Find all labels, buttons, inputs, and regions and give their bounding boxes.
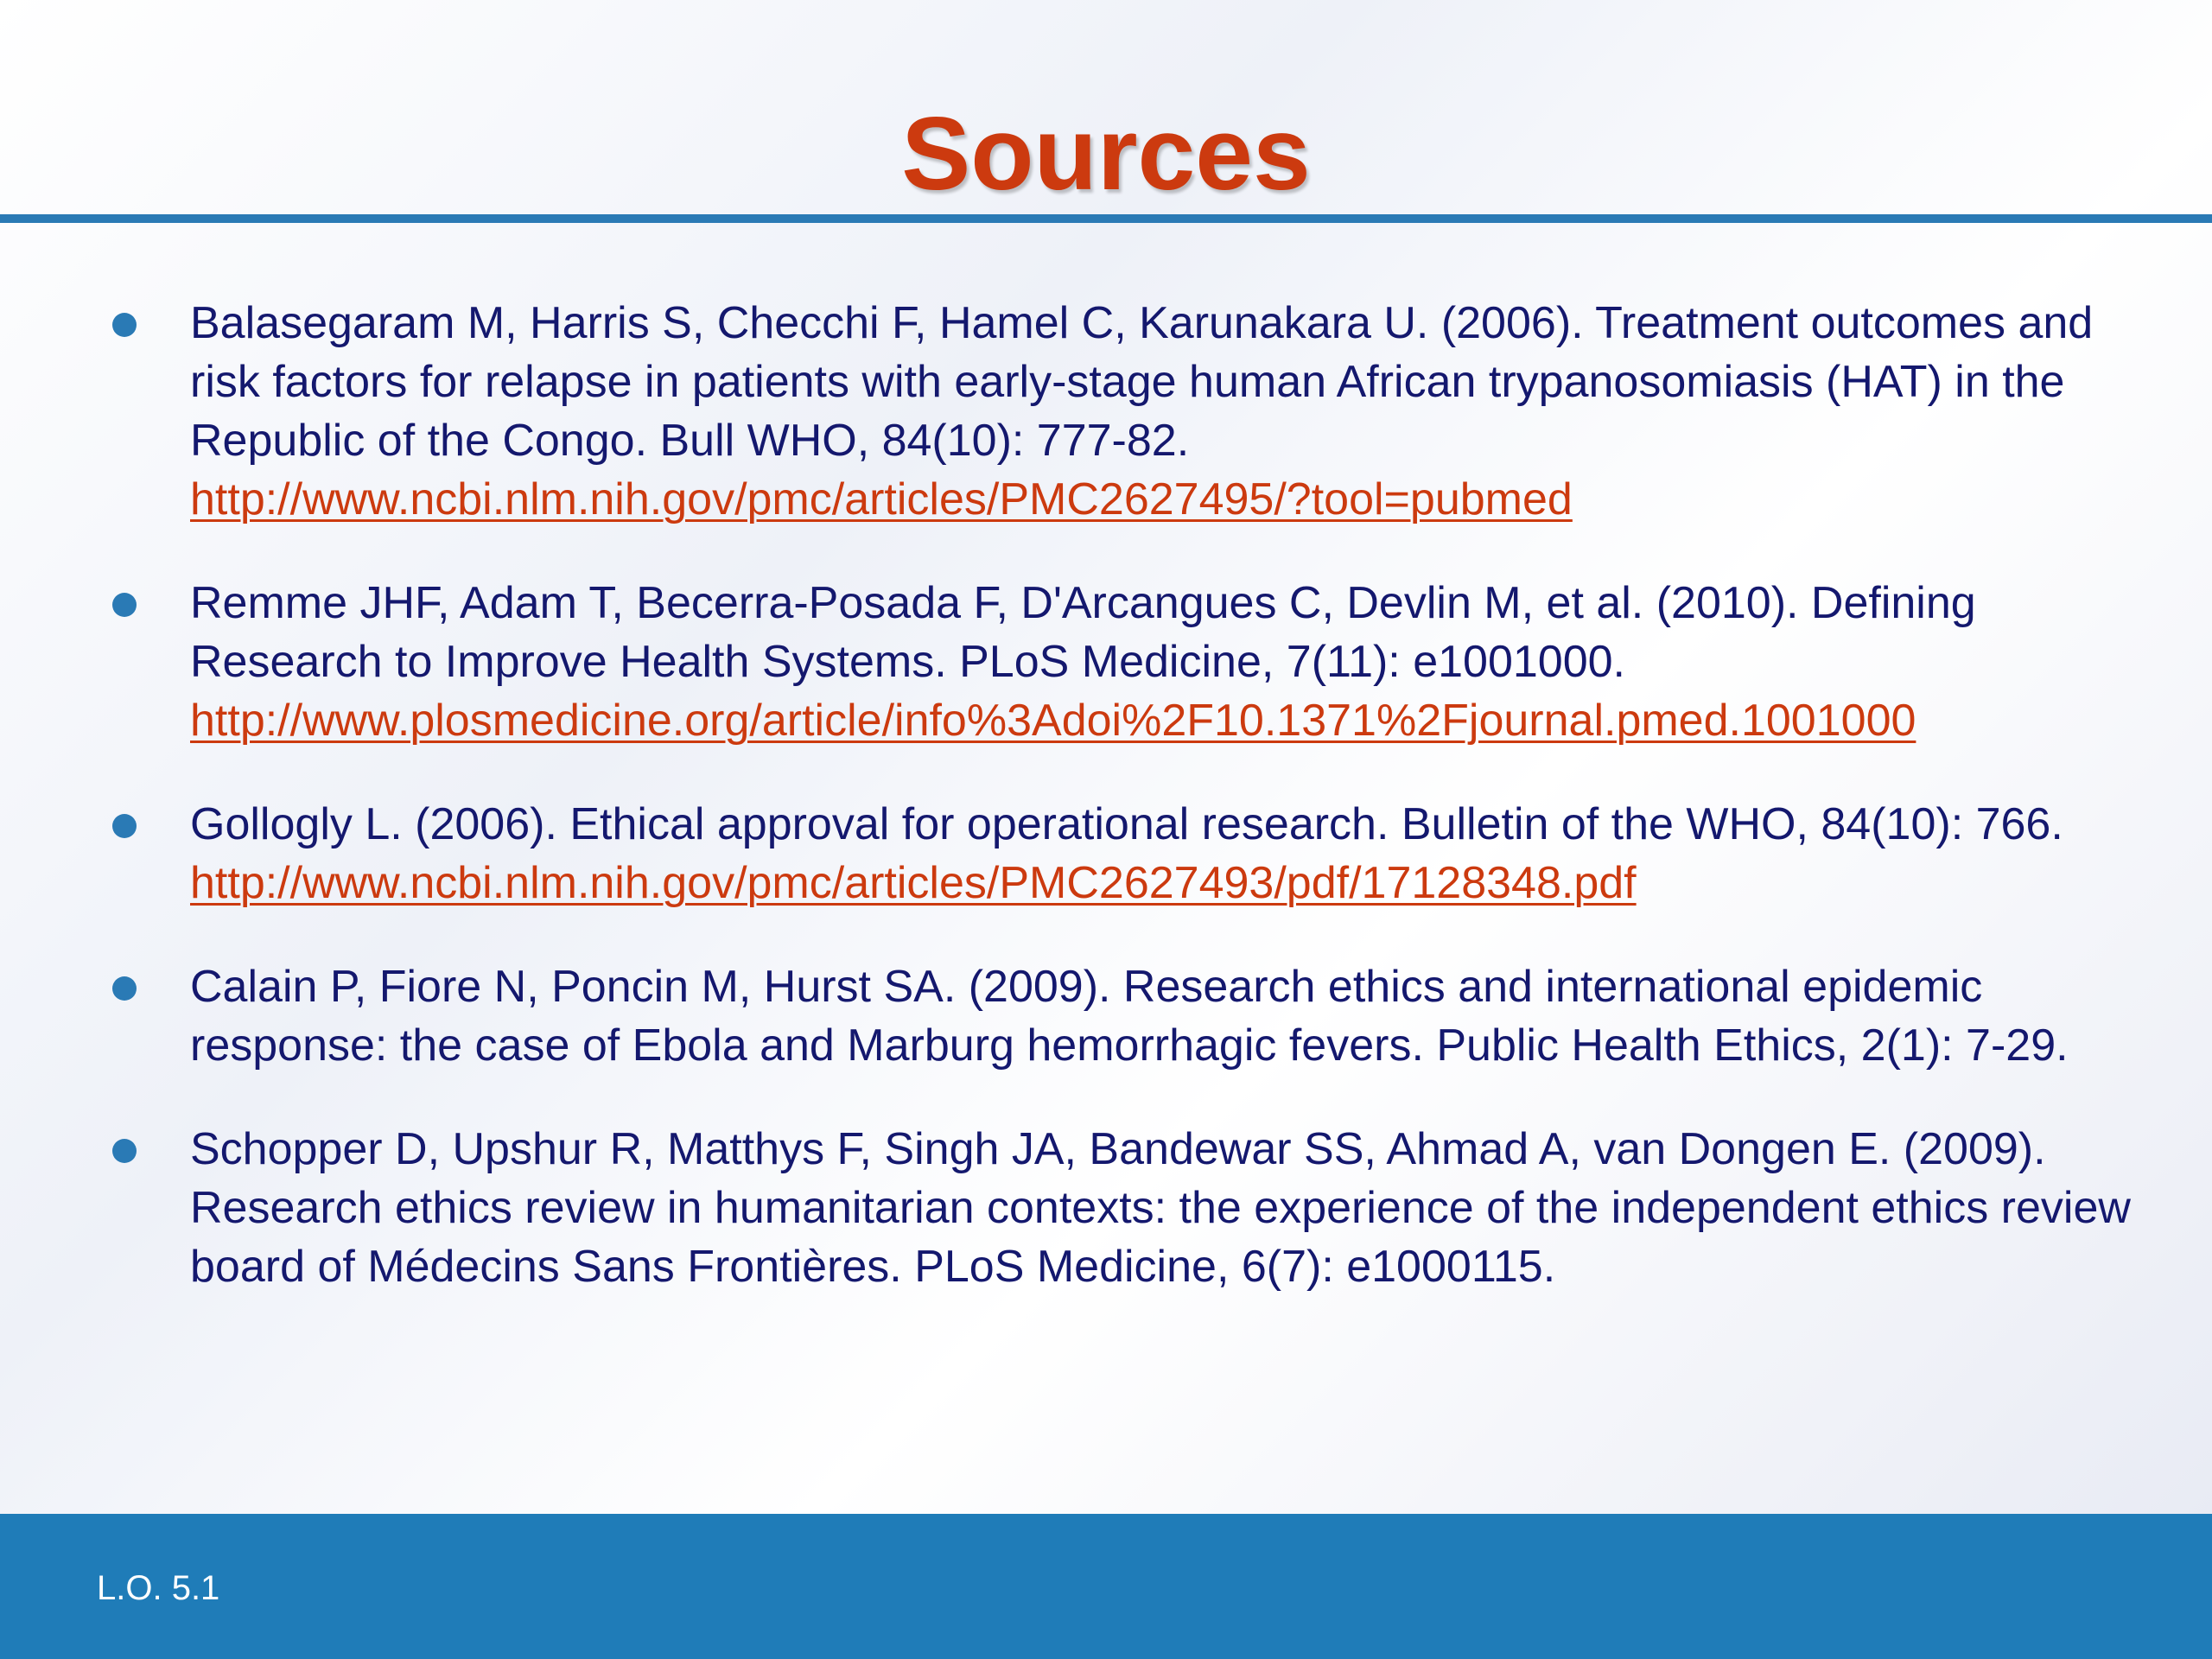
sources-list [0,294,2212,1341]
footer-bar [0,1514,2212,1659]
source-item [0,1120,2212,1296]
source-link[interactable]: http://www.ncbi.nlm.nih.gov/pmc/articles/PMC2627495/?tool=pubmed [190,474,1573,524]
bullet-dot-icon [112,593,137,617]
source-citation: Remme JHF, Adam T, Becerra-Posada F, D'Arcangues C, Devlin M, et al. (2010). Defining Research to Improve Health Systems. PLoS Medicine, 7(11): e1001000. [190,578,1976,687]
source-item [0,294,2212,529]
footer-label: L.O. 5.1 [97,1569,220,1607]
source-item [0,957,2212,1075]
slide-title: Sources [901,96,1311,212]
bullet-dot-icon [112,814,137,838]
source-link[interactable]: http://www.ncbi.nlm.nih.gov/pmc/articles/PMC2627493/pdf/17128348.pdf [190,858,1637,908]
source-citation: Balasegaram M, Harris S, Checchi F, Hamel C, Karunakara U. (2006). Treatment outcomes and risk factors for relapse in patients with early-stage human African trypanosomiasis (HAT) in the Republic of the Congo. Bull WHO, 84(10): 777-82. [190,298,2094,466]
source-citation: Schopper D, Upshur R, Matthys F, Singh JA, Bandewar SS, Ahmad A, van Dongen E. (2009). Research ethics review in humanitarian contexts: the experience of the independent ethics review board of Médecins Sans Frontières. PLoS Medicine, 6(7): e1000115. [190,1124,2131,1292]
bullet-dot-icon [112,1139,137,1163]
title-divider [0,214,2212,223]
source-citation: Calain P, Fiore N, Poncin M, Hurst SA. (2009). Research ethics and international epidemic response: the case of Ebola and Marburg hemorrhagic fevers. Public Health Ethics, 2(1): 7-29. [190,962,2069,1071]
source-citation: Gollogly L. (2006). Ethical approval for operational research. Bulletin of the WHO, 84(10): 766. [190,799,2063,849]
bullet-dot-icon [112,976,137,1001]
bullet-dot-icon [112,313,137,337]
source-link[interactable]: http://www.plosmedicine.org/article/info%3Adoi%2F10.1371%2Fjournal.pmed.1001000 [190,696,1916,746]
source-item [0,795,2212,912]
source-item [0,574,2212,750]
